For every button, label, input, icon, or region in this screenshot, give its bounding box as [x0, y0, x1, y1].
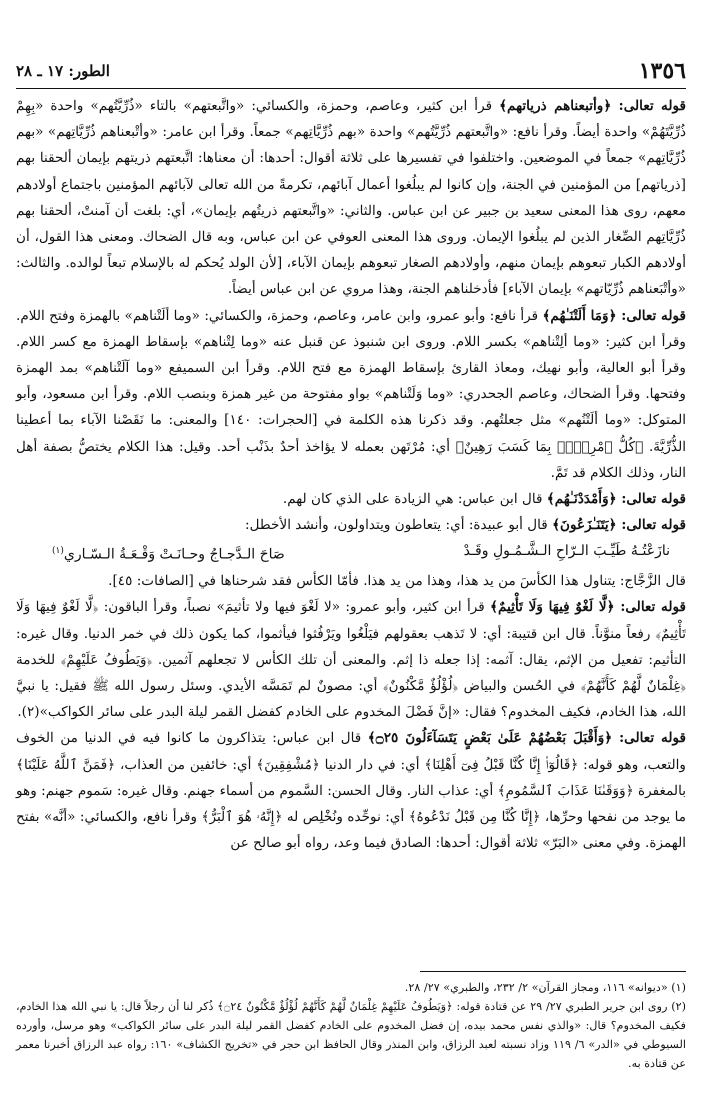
paragraph-text: قرأ نافع: وأبو عمرو، وابن عامر، وعاصم، وحمزة، والكسائي: «وما ألَتْناهم» بالهمزة وفتح اللام. وقرأ ابن كثير: «وما ألِتْناهم» بكسر اللام. وروى ابن شنبوذ عن قنبل عنه «وما لِتْناهم» بإسقاط الهمزة مع كسر اللام. وقرأ أبو العالية، وأبو نهيك، ومعاذ القارئ بإسقاط الهمزة مع فتح اللام. وقرأ ابن السميفع «وما آلَتْناهم» بمد الهمزة وفتحها. وقرأ الضحاك، وعاصم الجحدري: «وما وَلَتْناهم» بواو مفتوحة من غير همزة وبنصب اللام. وقرأ ابن مسعود، وأبو المتوكل: «وما ألَتْنُهم» مثل جعلتُهم. وقد ذكرنا هذه الكلمة في [الحجرات: ١٤٠] والمعنى: ما نَقَصْنا الآباء بما أعطينا الذُّرِّيَّةَ. ﴿كُلُّ ٱمْرِيِٕۭ بِمَا كَسَبَ رَهِينٌ﴾ أي: مُرْتَهن بعمله لا يؤاخذ أحدٌ بذَنْب أحد. وقيل: هذا الكلام يختصُّ بصفة أهل النار، وذلك الكلام قد تَمَّ.	[16, 307, 686, 481]
footnotes	[16, 978, 686, 1073]
poem-second-hemistich	[52, 538, 285, 568]
paragraph-lead: قوله تعالى: ﴿وَمَا أَلَتْنَـٰهُم﴾	[542, 307, 686, 324]
footnote-rule	[420, 971, 686, 972]
paragraph-text: قرأ ابن كثير، وعاصم، وحمزة، والكسائي: «واتَّبعتهم» بالتاء «ذُرِّيَّتُهم» واحدة «بِهِمْ ذُرِّيَّتَهُمْ» واحدة أيضاً. وقرأ نافع: «واتَّبعتهم ذُرِّيَّتُهم» واحدة «بهم ذُرِّيَّاتِهم» جمعاً. وقرأ ابن عامر: «وأتْبعناهم ذُرِّيَّاتِهم» «بهم ذُرِّيَّاتِهم» جمعاً في الموضعين. واختلفوا في تفسيرها على ثلاثة أقوال: أحدها: أن معناها: اتَّبعتهم ذريتهم بإيمان ألحقنا بهم [ذرياتهم] من المؤمنين في الجنة، وإن كانوا لم يبلُغوا أعمال آبائهم، تكرمةً من الله تعالى لآبائهم المؤمنين باجتماع أولادهم معهم، روى هذا المعنى سعيد بن جبير عن ابن عباس. والثاني: «واتَّبعتهم ذريتُهم بإيمان»، أي: بلغت أن آمنتْ، ألحقنا بهم ذُرِّيَّاتِهم الصِّغار الذين لم يبلُغوا الإيمان. وروى هذا المعنى العوفي عن ابن عباس، وبه قال الضحاك. ومعنى هذا القول، أن أولادهم الكبار تبعوهم بإيمان منهم، وأولادهم الصغار تبعوهم بإيمان الآباء، [لأن الولد يُحكم له بالإسلام تبعاً لوالده. والثالث: «وأتْبَعناهم ذُرِّيّاتهم» بإيمان الآباء] فأدخلناهم الجنة، وهذا مروي عن ابن عباس أيضاً.	[16, 98, 686, 298]
footnote: (٢) روى ابن جرير الطبري ٢٧/ ٢٩ عن قتادة قوله: ﴿وَيَطُوفُ عَلَيْهِمْ غِلْمَانٌ لَّهُمْ كَأَنَّهُمْ لُؤْلُؤٌ مَّكْنُونٌ ۝٢٤﴾ ذُكر لنا أن رجلاً قال: يا نبي الله هذا الخادم، فكيف المخدوم؟ قال: «والذي نفس محمد بيده، إن فضل المخدوم على الخادم كفضل القمر ليلة البدر على سائر الكواكب» وهو مرسل، وأورده السيوطي في «الدر» ٦/ ١١٩ وزاد نسبته لعبد الرزاق، وابن المنذر وقال الحافظ ابن حجر في «تخريج الكشاف» ١٦٠: رواه عبد الرزاق أخبرنا معمر عن قتادة به.	[16, 1000, 686, 1070]
paragraph	[16, 303, 686, 486]
poem-hemistich-text: صَاحَ الـدَّجـاجُ وحـانَـتْ وَقْـعَـةُ الـسّـاري	[63, 547, 285, 564]
paragraph-lead: قوله تعالى: ﴿وَأَقْبَلَ بَعْضُهُمْ عَلَىٰ بَعْضٍ يَتَسَآءَلُونَ ۝٢٥﴾	[367, 730, 686, 747]
paragraph	[16, 486, 686, 512]
main-text	[16, 93, 686, 856]
paragraph-lead: قوله تعالى: ﴿وأتبعناهم ذرياتهم﴾	[499, 98, 687, 114]
poem-verse	[16, 538, 686, 568]
header-rule	[16, 88, 686, 89]
paragraph-text: قال أبو عبيدة: أي: يتعاطون ويتداولون، وأنشد الأخطل:	[245, 517, 553, 534]
running-title: الطور: ١٧ ـ ٢٨	[16, 62, 110, 80]
paragraph	[16, 93, 686, 303]
footnote: (١) «ديوانه» ١١٦، ومجاز القرآن» ٢/ ٢٣٢، والطبري» ٢٧/ ٢٨.	[404, 981, 686, 994]
paragraph-lead: قوله تعالى: ﴿وَأَمْدَدْنَـٰهُم﴾	[546, 491, 686, 508]
paragraph-lead: قوله تعالى: ﴿لَّا لَغْوٌ فِيهَا وَلَا تَأْثِيمٌ﴾	[490, 599, 686, 616]
page-header	[16, 58, 686, 88]
paragraph-text: قال الزَّجَّاج: يتناول هذا الكأسَ من يد هذا، وهذا من يد هذا. فأمّا الكأس فقد شرحناها في [الصافات: ٤٥].	[108, 573, 686, 590]
paragraph-text: قرأ ابن كثير، وأبو عمرو: «لا لَغْوَ فيها ولا تأثيمَ» نصباً، وقرأ الباقون: ﴿لَّا لَغْوٌ فِيهَا وَلَا تَأْثِيمٌ﴾ رفعاً منوَّناً. قال ابن قتيبة: أي: لا تَذهب بعقولهم فيَلْغُوا ويَرْفُثوا فيأثموا، كما يكون ذلك في خمر الدنيا. وقال غيره: التأثيم: تفعيل من الإثم، يقال: آثمه: إذا جعله ذا إثم. والمعنى أن تلك الكأس لا تجعلهم آثمين. ﴿وَيَطُوفُ عَلَيْهِمْ﴾ للخدمة ﴿غِلْمَانٌ لَّهُمْ كَأَنَّهُمْ﴾ في الحُسن والبياض ﴿لُؤْلُؤٌ مَّكْنُونٌ﴾ أي: مصونٌ لم تَمَسَّه الأيدي. وسئل رسول الله ﷺ فقيل: يا نبيَّ الله، هذا الخادم، فكيف المخدوم؟ فقال: «إنَّ فَضْلَ المخدوم على الخادم كفضل القمر ليلة البدر على سائر الكواكب»(٢).	[16, 599, 686, 721]
paragraph-lead: قوله تعالى: ﴿يَتَنَـٰزَعُونَ﴾	[552, 517, 686, 534]
page-number: ١٣٥٦	[638, 58, 686, 84]
paragraph-text: قال ابن عباس: هي الزيادة على الذي كان لهم.	[282, 491, 547, 508]
paragraph-text: قال ابن عباس: يتذاكرون ما كانوا فيه في الدنيا من الخوف والتعب، وهو قوله: ﴿قَالُوٓا۟ إِنَّا كُنَّا قَبْلُ فِىٓ أَهْلِنَا﴾ أي: في دار الدنيا ﴿مُشْفِقِينَ﴾ أي: خائفين من العذاب، ﴿فَمَنَّ ٱللَّهُ عَلَيْنَا﴾ بالمغفرة ﴿وَوَقَىٰنَا عَذَابَ ٱلسَّمُومِ﴾ أي: عذاب النار. وقال الحسن: السَّموم من أسماء جهنم. وقال غيره: سَموم جهنم: وهو ما يوجد من نفحها وحرِّها، ﴿إِنَّا كُنَّا مِن قَبْلُ نَدْعُوهُ﴾ أي: نوحِّده ونُخْلِص له ﴿إِنَّهُۥ هُوَ ٱلْبَرُّ﴾ وقرأ نافع، والكسائي: «أنَّه» بفتح الهمزة. وفي معنى «البَرّ» ثلاثة أقوال: أحدها: الصادق فيما وعد، رواه أبو صالح عن	[16, 730, 686, 852]
footnote-ref: (١)	[52, 546, 64, 557]
paragraph	[16, 725, 686, 856]
paragraph	[16, 594, 686, 725]
poem-first-hemistich: نازَعْتُـهُ طَيِّـبَ الـرّاحِ الـشَّـمُـولِ وقَـدْ	[463, 543, 670, 560]
paragraph	[16, 568, 686, 594]
paragraph	[16, 512, 686, 538]
